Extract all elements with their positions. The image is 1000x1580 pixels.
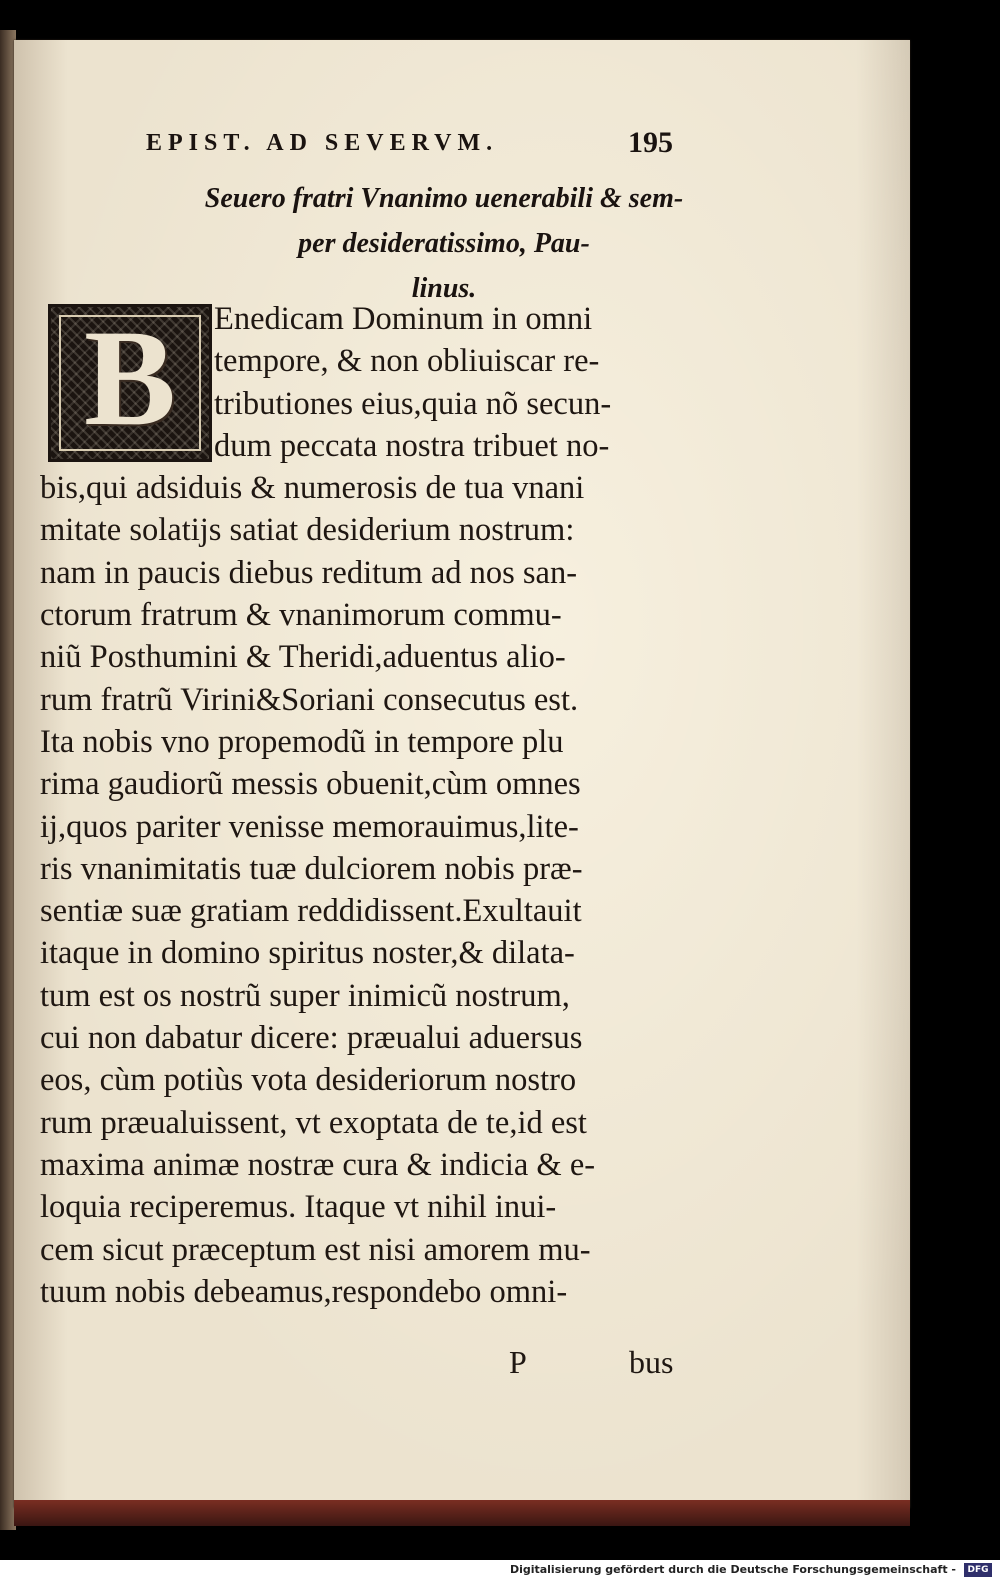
footer-credit: Digitalisierung gefördert durch die Deutsche Forschungsgemeinschaft - [509, 1563, 956, 1576]
text-line: cem sicut præceptum est nisi amorem mu- [40, 1231, 591, 1268]
text-line: Enedicam Dominum in omni [214, 301, 593, 337]
dfg-logo-icon: DFG [964, 1563, 992, 1577]
running-head-title: EPIST. AD SEVERVM. [146, 130, 499, 156]
text-line: niũ Posthumini & Theridi,aduentus alio- [40, 639, 566, 676]
text-line: tuum nobis debeamus,respondebo omni- [40, 1273, 568, 1310]
text-line: cui non dabatur dicere: præualui aduersus [40, 1020, 583, 1057]
salutation-line: per desideratissimo, Pau- [298, 228, 590, 259]
digitization-footer [0, 1560, 1000, 1580]
catchword: bus [629, 1344, 674, 1380]
text-line: tempore, & non obliuiscar re- [214, 343, 600, 380]
text-line: ris vnanimitatis tuæ dulciorem nobis præ- [40, 850, 583, 887]
text-line: ctorum fratrum & vnanimorum commu- [40, 597, 562, 634]
text-line: nam in paucis diebus reditum ad nos san- [40, 554, 578, 591]
text-line: rum præualuissent, vt exoptata de te,id est [40, 1104, 587, 1141]
text-line: rima gaudiorũ messis obuenit,cùm omnes [40, 766, 581, 803]
salutation-line: Seuero fratri Vnanimo uenerabili & sem- [204, 183, 684, 214]
running-head [14, 126, 910, 160]
signature-mark: P [509, 1344, 527, 1380]
catch-line [14, 1344, 910, 1388]
page-bottom-edge [14, 1500, 910, 1526]
text-line: rum fratrũ Virini&Soriani consecutus est. [40, 681, 579, 718]
salutation-line: linus. [411, 273, 477, 304]
letter-body [40, 298, 700, 1313]
text-line: ij,quos pariter venisse memorauimus,lite- [40, 808, 579, 845]
text-line: bis,qui adsiduis & numerosis de tua vnani [40, 470, 585, 507]
text-line: tum est os nostrũ super inimicũ nostrum, [40, 977, 570, 1014]
text-line: maxima animæ nostræ cura & indicia & e- [40, 1146, 596, 1183]
text-line: itaque in domino spiritus noster,& dilata- [40, 935, 575, 972]
book-page [14, 40, 910, 1508]
text-line: dum peccata nostra tribuet no- [214, 427, 610, 464]
letter-salutation [54, 176, 834, 311]
text-line: loquia reciperemus. Itaque vt nihil inui- [40, 1189, 557, 1226]
text-line: sentiæ suæ gratiam reddidissent.Exultauit [40, 893, 582, 930]
text-line: tributiones eius,quia nõ secun- [214, 385, 612, 422]
text-line: Ita nobis vno propemodũ in tempore plu [40, 723, 564, 760]
initial-letter: B [83, 301, 177, 454]
text-line: eos, cùm potiùs vota desideriorum nostro [40, 1062, 577, 1099]
page-number: 195 [628, 126, 673, 159]
text-line: mitate solatijs satiat desiderium nostrum: [40, 512, 575, 549]
